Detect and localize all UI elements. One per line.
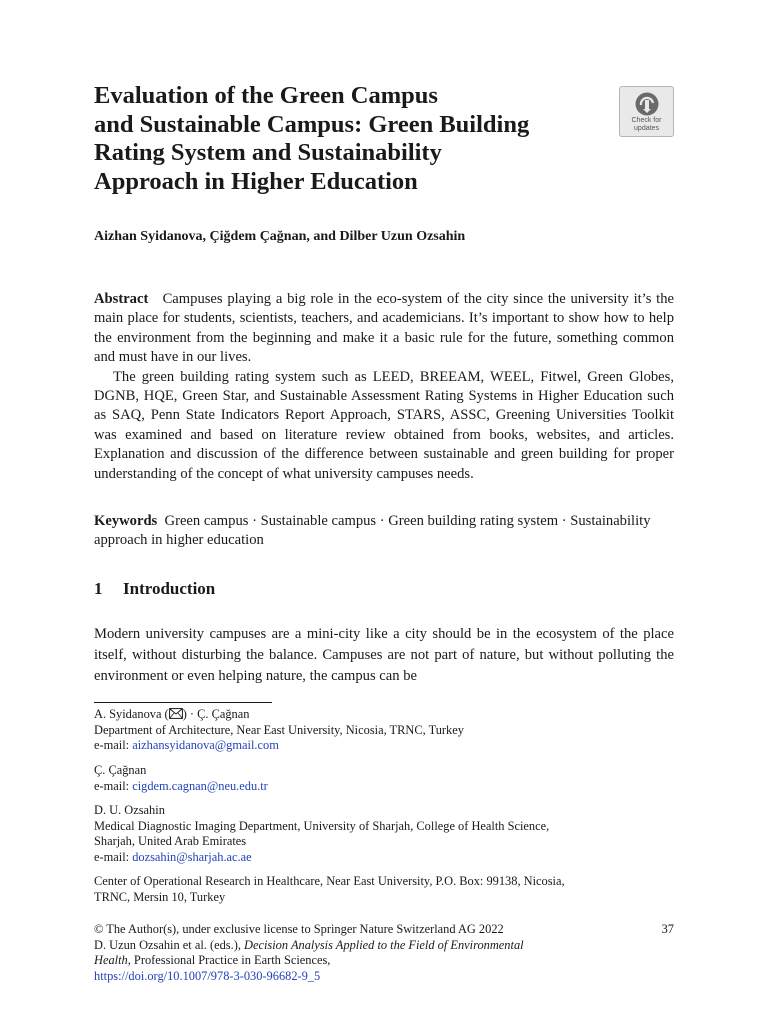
affiliation: Sharjah, United Arab Emirates <box>94 834 247 849</box>
title-line: Rating System and Sustainability <box>94 139 442 166</box>
affiliation: Medical Diagnostic Imaging Department, University of Sharjah, College of Health Science, <box>94 818 550 833</box>
citation-line <box>94 938 674 954</box>
footnote-divider <box>94 702 272 703</box>
author-name: Ç. Çağnan <box>94 763 147 777</box>
envelope-icon <box>169 708 183 719</box>
book-title: Decision Analysis Applied to the Field of Environmental <box>244 937 524 952</box>
keywords-label: Keywords <box>94 513 158 529</box>
author-list: Aizhan Syidanova, Çiğdem Çağnan, and Dilber Uzun Ozsahin <box>94 229 466 244</box>
abstract-paragraph <box>94 290 674 368</box>
author-name: ) · Ç. Çağnan <box>182 707 250 721</box>
citation-line <box>94 953 674 969</box>
title-line: Evaluation of the Green Campus <box>94 82 438 109</box>
section-number: 1 <box>94 579 103 598</box>
title-line: and Sustainable Campus: Green Building <box>94 110 530 138</box>
abstract <box>94 290 674 484</box>
footnote-author-2 <box>94 763 674 794</box>
paper-title <box>94 82 614 196</box>
email-link[interactable]: cigdem.cagnan@neu.edu.tr <box>132 778 268 793</box>
keywords <box>94 512 674 551</box>
check-for-updates-badge[interactable] <box>619 86 674 137</box>
footnote-line <box>94 707 674 723</box>
footnote-line <box>94 738 674 754</box>
doi-link[interactable]: https://doi.org/10.1007/978-3-030-96682-9_5 <box>94 968 321 983</box>
abstract-paragraph: The green building rating system such as LEED, BREEAM, WEEL, Fitwel, Green Globes, DGNB, HQE, Green Star, and Sustainable Assessment Rating Systems in Higher Education such as SAQ, Penn State Indicators Report Approach, STARS, ASSC, Greening Universities Toolkit was examined and based on literature review obtained from books, websites, and articles. Explanation and discussion of the difference between sustainable and green building for proper understanding of the concept of what university campuses needs. <box>94 368 674 482</box>
footnote-line <box>94 779 674 795</box>
email-label: e-mail: <box>94 738 133 753</box>
affiliation: Department of Architecture, Near East University, Nicosia, TRNC, Turkey <box>94 722 464 737</box>
check-for-updates-icon <box>634 91 660 117</box>
copyright-block <box>94 922 674 984</box>
email-link[interactable]: aizhansyidanova@gmail.com <box>132 738 279 753</box>
abstract-text: Campuses playing a big role in the eco-system of the city since the university it’s the main place for students, scientists, teachers, and academicians. It’s important to show how to help the environment from the beginning and make it a basic rule for the future, something common and must have in our lives. <box>94 291 674 366</box>
intro-paragraph: Modern university campuses are a mini-city like a city should be in the ecosystem of the place itself, without disturbing the balance. Campuses are not part of nature, but without polluting the environment or even helping nature, the campus can be <box>94 626 674 684</box>
email-label: e-mail: <box>94 778 133 793</box>
section-title: Introduction <box>123 579 216 598</box>
email-link[interactable]: dozsahin@sharjah.ac.ae <box>132 849 252 864</box>
badge-label: updates <box>634 124 659 132</box>
page-number: 37 <box>661 922 674 936</box>
footnote-author-1 <box>94 707 674 754</box>
author-name: D. U. Ozsahin <box>94 803 165 817</box>
book-title: Health <box>94 953 128 968</box>
section-heading <box>94 579 215 599</box>
citation-text: , Professional Practice in Earth Sciences, <box>127 953 331 968</box>
citation-text: D. Uzun Ozsahin et al. (eds.), <box>94 937 245 952</box>
abstract-label: Abstract <box>94 291 149 307</box>
author-name: A. Syidanova ( <box>94 707 169 721</box>
affiliation: TRNC, Mersin 10, Turkey <box>94 889 226 904</box>
doi-line <box>94 969 674 985</box>
footnote-author-3 <box>94 803 674 865</box>
badge-label: Check for <box>631 117 662 124</box>
keywords-text: Green campus · Sustainable campus · Green building rating system · Sustainability approach in higher education <box>94 513 651 549</box>
footnote-line <box>94 850 674 866</box>
email-label: e-mail: <box>94 849 133 864</box>
title-line: Approach in Higher Education <box>94 167 418 195</box>
copyright-line: © The Author(s), under exclusive license to Springer Nature Switzerland AG 2022 <box>94 922 504 936</box>
footnote-affiliation-4 <box>94 874 674 905</box>
affiliation: Center of Operational Research in Healthcare, Near East University, P.O. Box: 99138, Nicosia, <box>94 874 565 888</box>
